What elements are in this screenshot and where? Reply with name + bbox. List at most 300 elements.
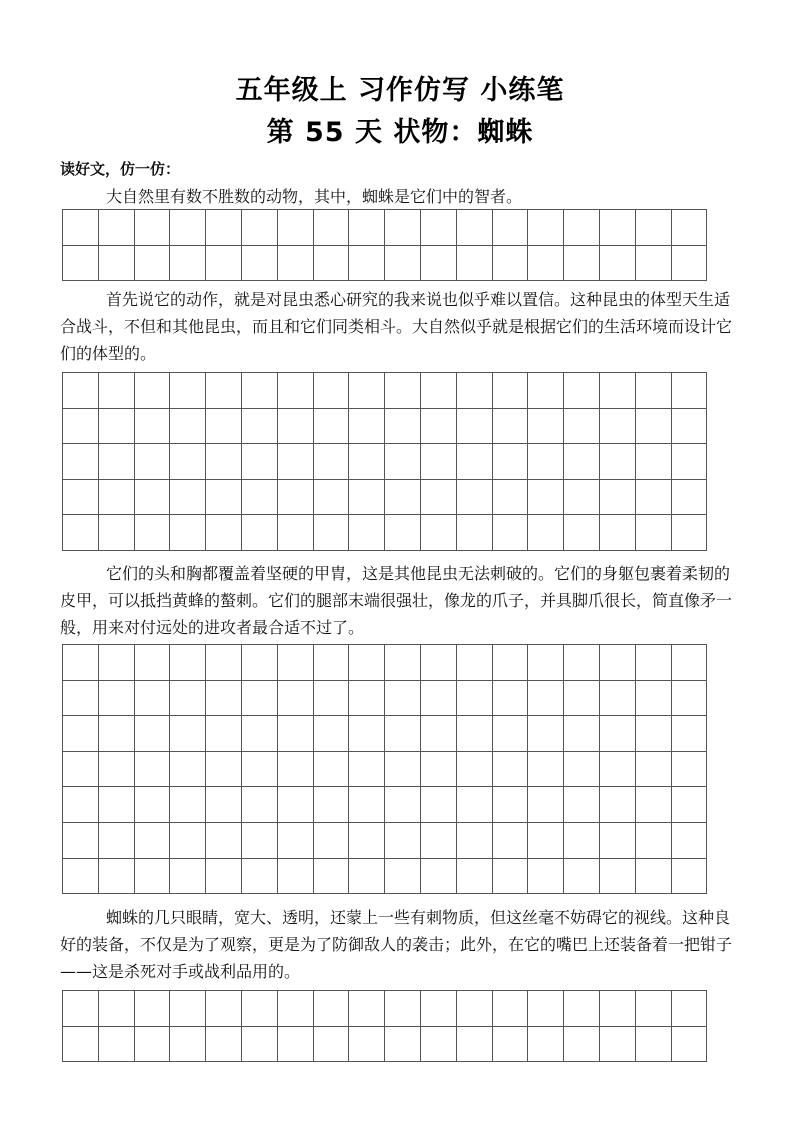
grid-cell[interactable] [635,787,671,823]
grid-cell[interactable] [635,210,671,246]
grid-cell[interactable] [456,645,492,681]
grid-cell[interactable] [599,858,635,894]
grid-cell[interactable] [206,787,242,823]
grid-cell[interactable] [134,373,170,409]
grid-cell[interactable] [349,822,385,858]
grid-cell[interactable] [599,479,635,515]
grid-cell[interactable] [564,991,600,1027]
grid-cell[interactable] [420,245,456,281]
grid-cell[interactable] [528,751,564,787]
grid-cell[interactable] [420,787,456,823]
grid-cell[interactable] [206,1026,242,1062]
grid-cell[interactable] [134,408,170,444]
grid-cell[interactable] [599,787,635,823]
grid-cell[interactable] [349,645,385,681]
grid-cell[interactable] [599,373,635,409]
grid-cell[interactable] [564,515,600,551]
grid-cell[interactable] [456,858,492,894]
grid-cell[interactable] [98,716,134,752]
grid-cell[interactable] [349,245,385,281]
grid-cell[interactable] [277,858,313,894]
grid-cell[interactable] [599,645,635,681]
grid-row [63,444,707,480]
grid-cell[interactable] [206,645,242,681]
grid-cell[interactable] [313,373,349,409]
grid-row [63,716,707,752]
grid-cell[interactable] [564,408,600,444]
grid-cell[interactable] [277,822,313,858]
grid-cell[interactable] [206,210,242,246]
grid-cell[interactable] [385,245,421,281]
grid-cell[interactable] [313,645,349,681]
grid-cell[interactable] [492,1026,528,1062]
grid-cell[interactable] [635,1026,671,1062]
grid-cell[interactable] [63,210,99,246]
grid-cell[interactable] [313,822,349,858]
grid-cell[interactable] [420,1026,456,1062]
grid-cell[interactable] [528,991,564,1027]
grid-cell[interactable] [635,444,671,480]
grid-cell[interactable] [492,515,528,551]
grid-cell[interactable] [134,751,170,787]
grid-cell[interactable] [206,680,242,716]
grid-cell[interactable] [635,751,671,787]
grid-cell[interactable] [63,515,99,551]
grid-cell[interactable] [456,245,492,281]
grid-cell[interactable] [277,716,313,752]
grid-cell[interactable] [349,373,385,409]
grid-cell[interactable] [313,245,349,281]
grid-cell[interactable] [599,210,635,246]
grid-cell[interactable] [277,210,313,246]
grid-row [63,858,707,894]
grid-cell[interactable] [564,373,600,409]
grid-cell[interactable] [349,858,385,894]
grid-cell[interactable] [170,515,206,551]
grid-cell[interactable] [206,858,242,894]
grid-cell[interactable] [635,858,671,894]
grid-cell[interactable] [671,245,707,281]
grid-cell[interactable] [170,444,206,480]
grid-cell[interactable] [456,408,492,444]
grid-cell[interactable] [385,1026,421,1062]
grid-cell[interactable] [564,680,600,716]
grid-cell[interactable] [528,210,564,246]
grid-cell[interactable] [206,408,242,444]
grid-cell[interactable] [241,716,277,752]
grid-cell[interactable] [456,716,492,752]
grid-cell[interactable] [599,822,635,858]
grid-cell[interactable] [170,716,206,752]
grid-cell[interactable] [385,515,421,551]
grid-cell[interactable] [241,210,277,246]
grid-cell[interactable] [564,1026,600,1062]
grid-cell[interactable] [635,680,671,716]
grid-cell[interactable] [98,245,134,281]
grid-cell[interactable] [492,680,528,716]
grid-cell[interactable] [420,210,456,246]
grid-cell[interactable] [241,787,277,823]
grid-cell[interactable] [599,716,635,752]
grid-cell[interactable] [241,858,277,894]
writing-grid-1[interactable] [62,209,707,281]
grid-cell[interactable] [385,210,421,246]
grid-cell[interactable] [635,479,671,515]
grid-cell[interactable] [241,444,277,480]
grid-cell[interactable] [98,479,134,515]
grid-cell[interactable] [564,822,600,858]
grid-cell[interactable] [313,479,349,515]
grid-cell[interactable] [349,680,385,716]
grid-cell[interactable] [134,210,170,246]
grid-cell[interactable] [349,444,385,480]
grid-cell[interactable] [63,787,99,823]
grid-cell[interactable] [492,373,528,409]
grid-cell[interactable] [206,245,242,281]
grid-cell[interactable] [420,991,456,1027]
grid-cell[interactable] [277,408,313,444]
grid-cell[interactable] [134,716,170,752]
grid-cell[interactable] [63,858,99,894]
grid-cell[interactable] [528,245,564,281]
grid-cell[interactable] [134,479,170,515]
grid-cell[interactable] [456,373,492,409]
grid-cell[interactable] [492,858,528,894]
grid-cell[interactable] [528,716,564,752]
grid-cell[interactable] [671,991,707,1027]
grid-cell[interactable] [671,645,707,681]
grid-cell[interactable] [313,1026,349,1062]
grid-cell[interactable] [599,751,635,787]
grid-cell[interactable] [528,822,564,858]
grid-cell[interactable] [528,479,564,515]
grid-cell[interactable] [241,479,277,515]
grid-cell[interactable] [98,787,134,823]
grid-cell[interactable] [456,751,492,787]
grid-cell[interactable] [492,210,528,246]
grid-cell[interactable] [63,645,99,681]
grid-cell[interactable] [63,1026,99,1062]
paragraph-4: 蜘蛛的几只眼睛，宽大、透明，还蒙上一些有刺物质，但这丝毫不妨碍它的视线。这种良好的装备，不仅是为了观察，更是为了防御敌人的袭击；此外，在它的嘴巴上还装备着一把钳子——这是杀死对手或战利品用的。 [60,908,733,981]
grid-cell[interactable] [385,408,421,444]
grid-cell[interactable] [385,444,421,480]
grid-cell[interactable] [492,991,528,1027]
grid-cell[interactable] [528,787,564,823]
grid-cell[interactable] [599,245,635,281]
grid-cell[interactable] [134,822,170,858]
grid-cell[interactable] [170,1026,206,1062]
grid-cell[interactable] [635,716,671,752]
grid-cell[interactable] [206,515,242,551]
grid-cell[interactable] [63,680,99,716]
grid-cell[interactable] [635,408,671,444]
grid-cell[interactable] [420,858,456,894]
grid-cell[interactable] [206,479,242,515]
grid-cell[interactable] [528,858,564,894]
grid-cell[interactable] [420,515,456,551]
grid-cell[interactable] [63,408,99,444]
grid-cell[interactable] [671,858,707,894]
grid-cell[interactable] [277,787,313,823]
grid-cell[interactable] [349,1026,385,1062]
grid-cell[interactable] [206,716,242,752]
grid-cell[interactable] [456,822,492,858]
grid-cell[interactable] [63,245,99,281]
grid-cell[interactable] [63,373,99,409]
grid-cell[interactable] [134,444,170,480]
paragraph-2: 首先说它的动作，就是对昆虫悉心研究的我来说也似乎难以置信。这种昆虫的体型天生适合战斗，不但和其他昆虫，而且和它们同类相斗。大自然似乎就是根据它们的生活环境而设计它们的体型的。 [60,290,733,363]
grid-cell[interactable] [528,1026,564,1062]
grid-cell[interactable] [528,444,564,480]
section-label: 读好文，仿一仿： [60,160,181,178]
grid-cell[interactable] [420,373,456,409]
grid-cell[interactable] [98,645,134,681]
grid-cell[interactable] [492,751,528,787]
grid-cell[interactable] [134,515,170,551]
grid-cell[interactable] [98,680,134,716]
grid-cell[interactable] [63,716,99,752]
grid-cell[interactable] [170,408,206,444]
grid-cell[interactable] [277,479,313,515]
grid-cell[interactable] [456,210,492,246]
grid-cell[interactable] [98,210,134,246]
grid-cell[interactable] [599,680,635,716]
grid-cell[interactable] [420,444,456,480]
grid-cell[interactable] [98,515,134,551]
grid-cell[interactable] [241,822,277,858]
grid-cell[interactable] [241,680,277,716]
grid-cell[interactable] [671,515,707,551]
grid-cell[interactable] [134,991,170,1027]
grid-cell[interactable] [63,822,99,858]
grid-cell[interactable] [420,751,456,787]
grid-cell[interactable] [635,822,671,858]
grid-cell[interactable] [170,245,206,281]
grid-cell[interactable] [98,1026,134,1062]
grid-cell[interactable] [385,991,421,1027]
grid-cell[interactable] [170,210,206,246]
grid-cell[interactable] [313,444,349,480]
grid-cell[interactable] [564,751,600,787]
grid-cell[interactable] [564,479,600,515]
grid-cell[interactable] [349,787,385,823]
grid-cell[interactable] [564,716,600,752]
grid-cell[interactable] [170,479,206,515]
grid-cell[interactable] [671,444,707,480]
grid-cell[interactable] [492,479,528,515]
grid-cell[interactable] [420,716,456,752]
grid-cell[interactable] [528,645,564,681]
grid-cell[interactable] [564,787,600,823]
grid-cell[interactable] [385,751,421,787]
grid-cell[interactable] [277,680,313,716]
grid-cell[interactable] [206,751,242,787]
grid-cell[interactable] [456,515,492,551]
grid-cell[interactable] [313,210,349,246]
grid-cell[interactable] [528,408,564,444]
grid-cell[interactable] [98,408,134,444]
grid-cell[interactable] [599,444,635,480]
grid-cell[interactable] [456,787,492,823]
grid-cell[interactable] [456,680,492,716]
grid-cell[interactable] [599,408,635,444]
grid-cell[interactable] [134,858,170,894]
grid-cell[interactable] [564,444,600,480]
grid-cell[interactable] [385,858,421,894]
grid-cell[interactable] [671,408,707,444]
grid-cell[interactable] [63,751,99,787]
grid-cell[interactable] [385,479,421,515]
grid-cell[interactable] [63,444,99,480]
grid-cell[interactable] [564,645,600,681]
grid-cell[interactable] [206,991,242,1027]
grid-cell[interactable] [420,408,456,444]
grid-cell[interactable] [206,822,242,858]
grid-cell[interactable] [241,645,277,681]
grid-cell[interactable] [420,822,456,858]
grid-cell[interactable] [241,373,277,409]
grid-cell[interactable] [170,373,206,409]
grid-cell[interactable] [349,751,385,787]
grid-cell[interactable] [206,444,242,480]
grid-cell[interactable] [170,822,206,858]
grid-cell[interactable] [671,751,707,787]
grid-cell[interactable] [241,408,277,444]
grid-cell[interactable] [492,444,528,480]
grid-cell[interactable] [492,645,528,681]
grid-cell[interactable] [98,373,134,409]
grid-cell[interactable] [492,716,528,752]
grid-cell[interactable] [170,858,206,894]
grid-cell[interactable] [599,991,635,1027]
grid-cell[interactable] [170,787,206,823]
grid-cell[interactable] [98,444,134,480]
grid-cell[interactable] [385,716,421,752]
grid-cell[interactable] [635,373,671,409]
grid-cell[interactable] [134,645,170,681]
grid-cell[interactable] [134,787,170,823]
grid-cell[interactable] [98,991,134,1027]
grid-cell[interactable] [313,716,349,752]
grid-cell[interactable] [277,515,313,551]
grid-cell[interactable] [313,991,349,1027]
grid-cell[interactable] [313,515,349,551]
grid-cell[interactable] [671,373,707,409]
grid-cell[interactable] [241,245,277,281]
grid-cell[interactable] [564,858,600,894]
grid-cell[interactable] [349,408,385,444]
grid-cell[interactable] [241,1026,277,1062]
grid-cell[interactable] [671,210,707,246]
grid-cell[interactable] [492,245,528,281]
grid-cell[interactable] [456,479,492,515]
writing-grid-2[interactable] [62,372,707,551]
grid-row [63,1026,707,1062]
grid-cell[interactable] [134,1026,170,1062]
grid-cell[interactable] [635,245,671,281]
grid-cell[interactable] [492,822,528,858]
grid-cell[interactable] [671,822,707,858]
grid-cell[interactable] [98,858,134,894]
grid-cell[interactable] [671,1026,707,1062]
grid-cell[interactable] [492,787,528,823]
grid-cell[interactable] [599,515,635,551]
grid-cell[interactable] [241,751,277,787]
grid-cell[interactable] [170,645,206,681]
grid-cell[interactable] [277,1026,313,1062]
grid-cell[interactable] [528,515,564,551]
grid-cell[interactable] [98,751,134,787]
grid-cell[interactable] [206,373,242,409]
grid-cell[interactable] [420,479,456,515]
grid-cell[interactable] [671,787,707,823]
grid-cell[interactable] [385,822,421,858]
grid-row [63,787,707,823]
grid-cell[interactable] [98,822,134,858]
grid-cell[interactable] [170,991,206,1027]
grid-cell[interactable] [349,210,385,246]
grid-cell[interactable] [313,787,349,823]
writing-grid-3[interactable] [62,644,707,894]
grid-cell[interactable] [671,680,707,716]
grid-cell[interactable] [63,479,99,515]
grid-cell[interactable] [349,716,385,752]
grid-cell[interactable] [456,1026,492,1062]
grid-cell[interactable] [277,645,313,681]
grid-cell[interactable] [385,680,421,716]
grid-cell[interactable] [134,245,170,281]
grid-cell[interactable] [170,751,206,787]
grid-cell[interactable] [277,991,313,1027]
grid-cell[interactable] [277,373,313,409]
grid-cell[interactable] [420,645,456,681]
grid-cell[interactable] [528,680,564,716]
grid-cell[interactable] [599,1026,635,1062]
grid-cell[interactable] [349,515,385,551]
grid-cell[interactable] [492,408,528,444]
writing-grid-4[interactable] [62,990,707,1062]
grid-cell[interactable] [564,245,600,281]
grid-cell[interactable] [277,751,313,787]
grid-cell[interactable] [63,991,99,1027]
grid-cell[interactable] [456,991,492,1027]
grid-cell[interactable] [313,858,349,894]
grid-cell[interactable] [635,645,671,681]
grid-cell[interactable] [349,991,385,1027]
grid-cell[interactable] [241,515,277,551]
grid-cell[interactable] [349,479,385,515]
grid-cell[interactable] [241,991,277,1027]
grid-cell[interactable] [313,680,349,716]
grid-cell[interactable] [313,751,349,787]
grid-cell[interactable] [671,716,707,752]
grid-cell[interactable] [134,680,170,716]
grid-cell[interactable] [385,645,421,681]
grid-cell[interactable] [635,515,671,551]
grid-cell[interactable] [456,444,492,480]
grid-cell[interactable] [385,373,421,409]
grid-cell[interactable] [671,479,707,515]
grid-cell[interactable] [277,444,313,480]
grid-cell[interactable] [277,245,313,281]
grid-cell[interactable] [420,680,456,716]
grid-cell[interactable] [564,210,600,246]
grid-cell[interactable] [170,680,206,716]
grid-cell[interactable] [528,373,564,409]
grid-cell[interactable] [313,408,349,444]
grid-cell[interactable] [385,787,421,823]
grid-cell[interactable] [635,991,671,1027]
